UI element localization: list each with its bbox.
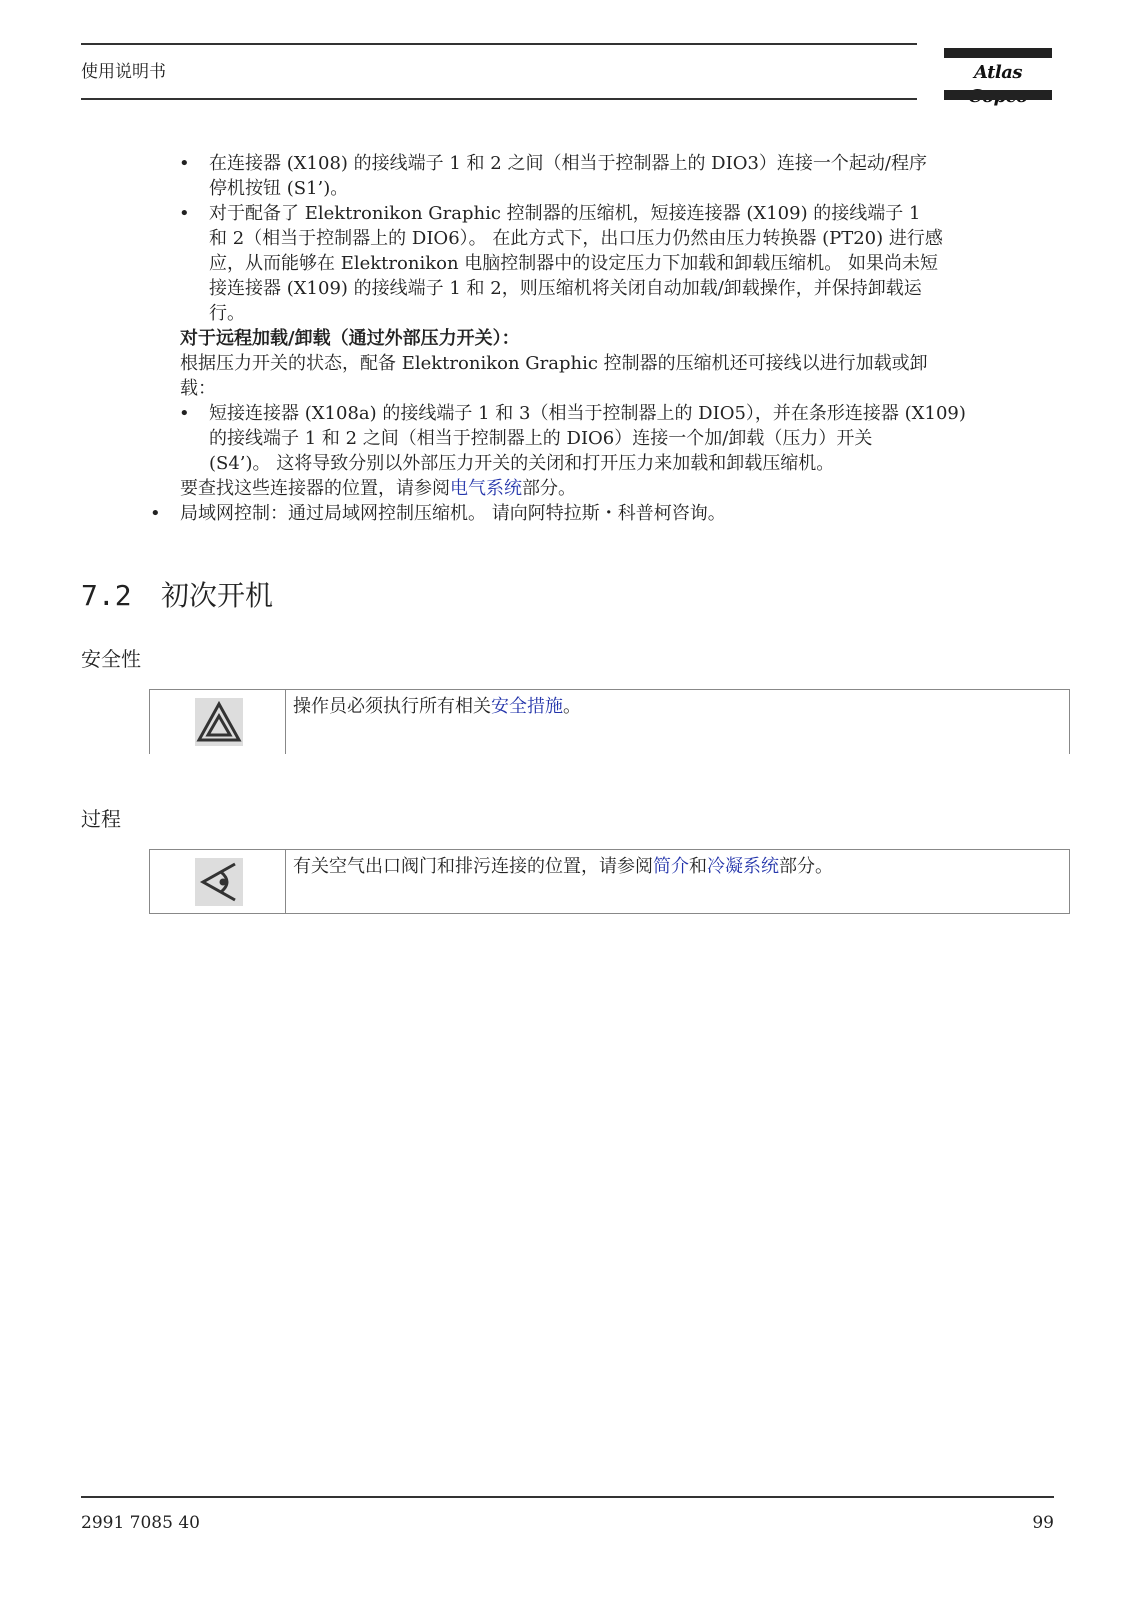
atlas-copco-logo <box>944 48 1052 100</box>
bullet-marker: • <box>150 503 161 524</box>
header-bottom-rule <box>81 98 917 100</box>
eye-look-icon <box>195 858 243 906</box>
safety-text-suffix: 。 <box>563 696 581 717</box>
bullet2-line3: 应，从而能够在 Elektronikon 电脑控制器中的设定压力下加载和卸载压缩机。 如果尚未短 <box>209 253 938 274</box>
reference-text: 要查找这些连接器的位置，请参阅 <box>180 478 450 499</box>
safety-note-text <box>293 694 581 719</box>
warning-triangle-icon <box>195 698 243 746</box>
bullet-marker: • <box>179 153 190 174</box>
section-title: 初次开机 <box>161 579 274 612</box>
bullet2-line5: 行。 <box>209 303 245 324</box>
electrical-system-link[interactable]: 电气系统 <box>450 478 522 499</box>
footer-rule <box>81 1496 1054 1498</box>
header-title: 使用说明书 <box>81 62 166 82</box>
page-number: 99 <box>1032 1513 1054 1533</box>
document-number: 2991 7085 40 <box>81 1513 200 1533</box>
bullet2-line1: 对于配备了 Elektronikon Graphic 控制器的压缩机，短接连接器 (X109) 的接线端子 1 <box>209 203 921 224</box>
lan-control-text: 局域网控制：通过局域网控制压缩机。 请向阿特拉斯・科普柯咨询。 <box>180 503 726 524</box>
remote-text-line2: 载： <box>180 378 216 399</box>
bullet2-line2: 和 2（相当于控制器上的 DIO6）。 在此方式下，出口压力仍然由压力转换器 (PT20) 进行感 <box>209 228 943 249</box>
bullet-marker: • <box>179 203 190 224</box>
procedure-text-mid: 和 <box>689 856 707 877</box>
remote-text-line1: 根据压力开关的状态，配备 Elektronikon Graphic 控制器的压缩机还可接线以进行加载或卸 <box>180 353 928 374</box>
safety-icon-cell <box>150 690 286 754</box>
safety-heading: 安全性 <box>81 647 141 671</box>
bullet1-line1: 在连接器 (X108) 的接线端子 1 和 2 之间（相当于控制器上的 DIO3）连接一个起动/程序 <box>209 153 927 174</box>
safety-text: 操作员必须执行所有相关 <box>293 696 491 717</box>
header-top-rule <box>81 43 917 45</box>
bullet3-line1: 短接连接器 (X108a) 的接线端子 1 和 3（相当于控制器上的 DIO5），并在条形连接器 (X109) <box>209 403 966 424</box>
bullet-marker: • <box>179 403 190 424</box>
procedure-text: 有关空气出口阀门和排污连接的位置，请参阅 <box>293 856 653 877</box>
bullet2-line4: 接连接器 (X109) 的接线端子 1 和 2，则压缩机将关闭自动加载/卸载操作，并保持卸载运 <box>209 278 922 299</box>
section-heading <box>81 576 273 616</box>
reference-line <box>180 476 576 501</box>
condensate-system-link[interactable]: 冷凝系统 <box>707 856 779 877</box>
safety-note <box>149 689 1070 754</box>
bullet1-line2: 停机按钮 (S1’)。 <box>209 178 349 199</box>
procedure-icon-cell <box>150 850 286 913</box>
bullet3-line3: (S4’)。 这将导致分别以外部压力开关的关闭和打开压力来加载和卸载压缩机。 <box>209 453 835 474</box>
procedure-text-suffix: 部分。 <box>779 856 833 877</box>
safety-precautions-link[interactable]: 安全措施 <box>491 696 563 717</box>
bullet3-line2: 的接线端子 1 和 2 之间（相当于控制器上的 DIO6）连接一个加/卸载（压力）开关 <box>209 428 873 449</box>
section-number: 7.2 <box>81 579 132 612</box>
procedure-heading: 过程 <box>81 807 121 831</box>
procedure-note <box>149 849 1070 914</box>
procedure-note-text <box>293 854 833 879</box>
reference-suffix: 部分。 <box>522 478 576 499</box>
introduction-link[interactable]: 简介 <box>653 856 689 877</box>
remote-heading: 对于远程加载/卸载（通过外部压力开关）： <box>180 328 520 349</box>
logo-text: Atlas <box>973 62 1023 83</box>
